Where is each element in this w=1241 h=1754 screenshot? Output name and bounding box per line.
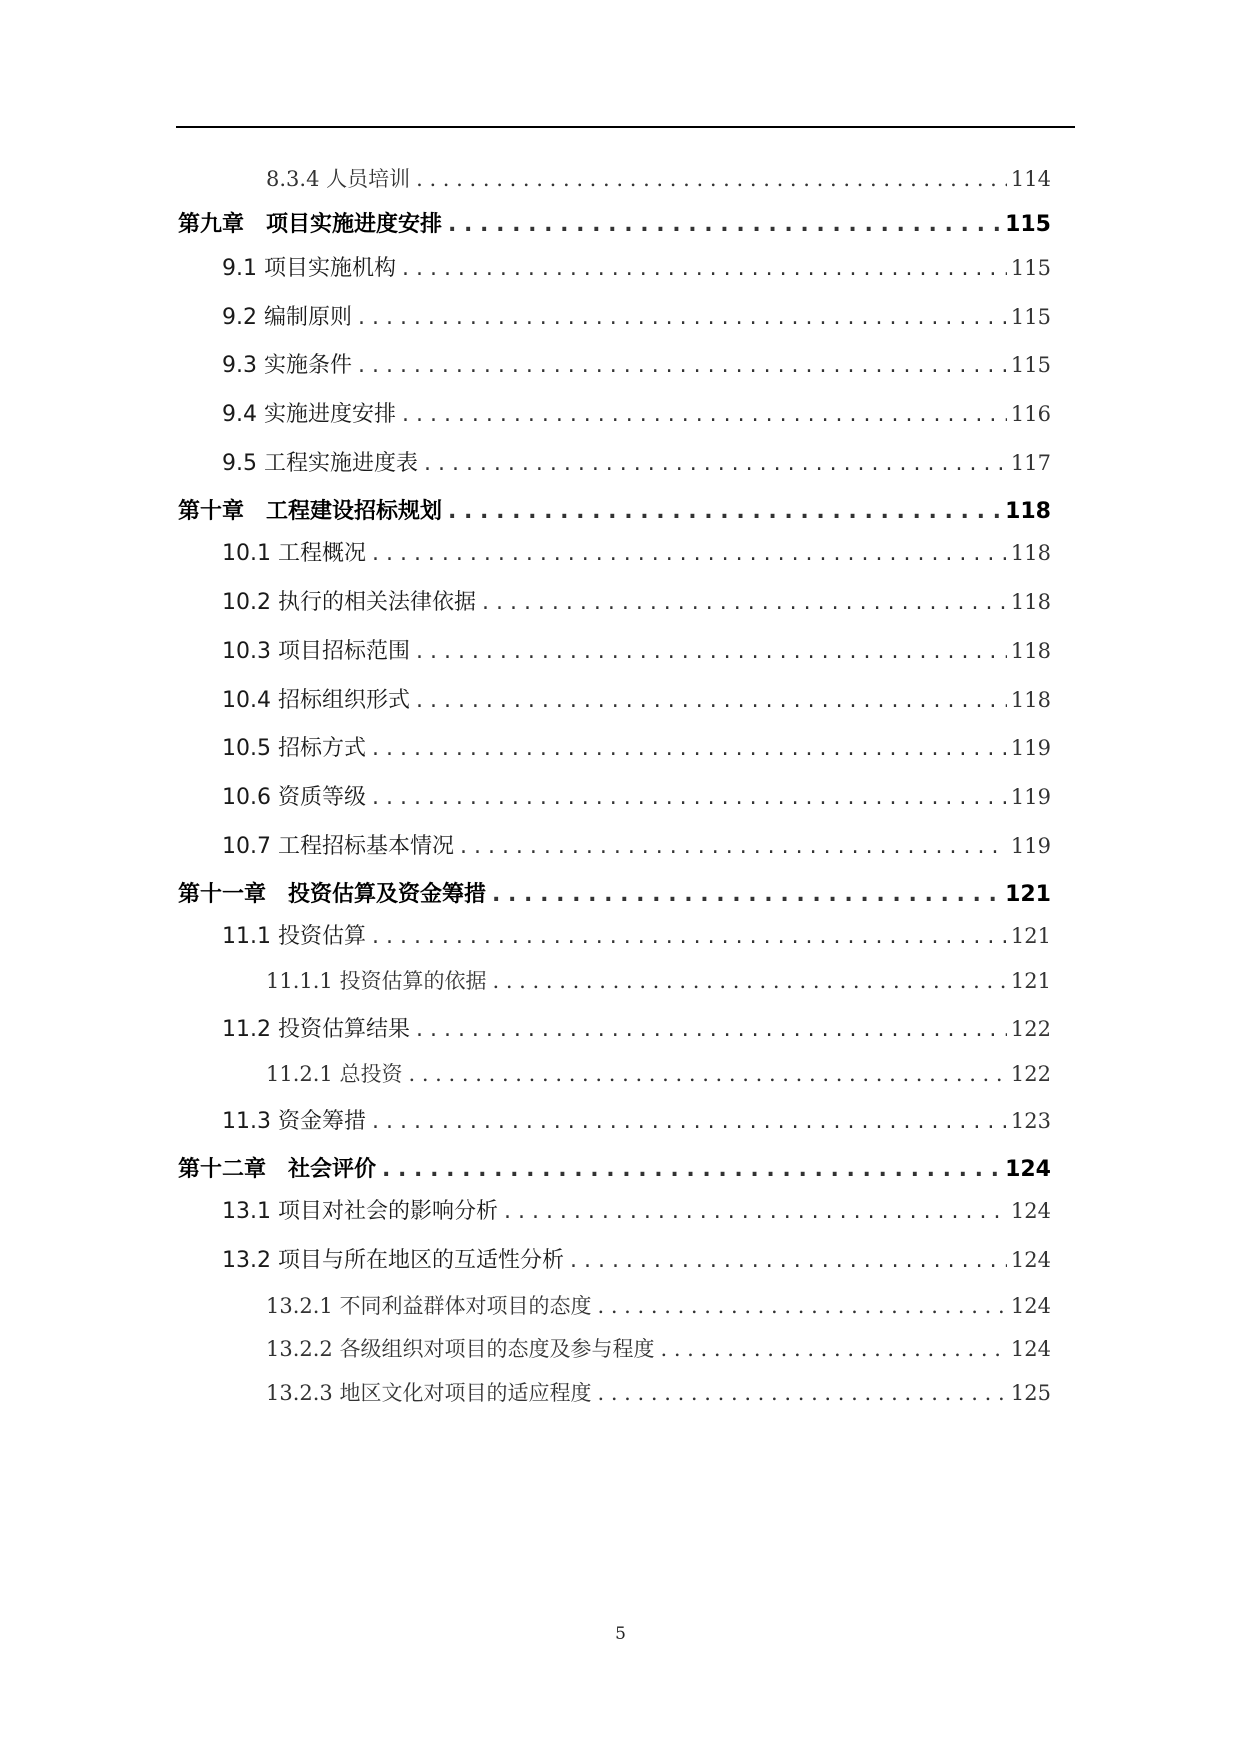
toc-entry-page-number: 118	[1010, 590, 1051, 614]
toc-section-entry[interactable]	[222, 1012, 1051, 1046]
toc-section-entry[interactable]	[222, 300, 1051, 334]
toc-section-entry[interactable]	[222, 919, 1051, 953]
dot-leader	[597, 1376, 1006, 1410]
toc-entry-title: 10.2 执行的相关法律依据	[222, 590, 476, 615]
toc-section-entry[interactable]	[222, 397, 1051, 431]
toc-entry-page-number: 115	[1010, 305, 1051, 329]
toc-entry-title: 13.2.1 不同利益群体对项目的态度	[266, 1294, 592, 1318]
toc-section-entry[interactable]	[222, 251, 1051, 285]
dot-leader	[416, 684, 1007, 718]
dot-leader	[372, 537, 1007, 571]
toc-chapter-entry[interactable]	[178, 208, 1051, 242]
toc-entry-page-number: 117	[1010, 451, 1051, 475]
toc-entry-page-number: 121	[1005, 882, 1051, 907]
toc-entry-page-number: 115	[1010, 353, 1051, 377]
toc-entry-title: 9.2 编制原则	[222, 305, 352, 330]
toc-entry-title: 9.4 实施进度安排	[222, 402, 396, 427]
dot-leader	[372, 1105, 1007, 1139]
toc-entry-page-number: 124	[1010, 1248, 1051, 1272]
toc-entry-page-number: 119	[1010, 785, 1051, 809]
toc-section-entry[interactable]	[222, 780, 1051, 814]
toc-entry-page-number: 115	[1010, 256, 1051, 280]
toc-entry-page-number: 122	[1010, 1017, 1051, 1041]
toc-entry-page-number: 119	[1010, 736, 1051, 760]
toc-subsection-entry[interactable]	[266, 1332, 1051, 1366]
dot-leader	[660, 1332, 1006, 1366]
toc-subsection-entry[interactable]	[266, 1376, 1051, 1410]
toc-section-entry[interactable]	[222, 536, 1051, 570]
toc-chapter-entry[interactable]	[178, 1153, 1051, 1187]
toc-entry-title: 11.2 投资估算结果	[222, 1017, 410, 1042]
toc-entry-title: 13.2.3 地区文化对项目的适应程度	[266, 1381, 592, 1405]
dot-leader	[372, 732, 1007, 766]
dot-leader	[482, 586, 1007, 620]
toc-section-entry[interactable]	[222, 446, 1051, 480]
toc-entry-title: 13.1 项目对社会的影响分析	[222, 1199, 498, 1224]
dot-leader	[448, 495, 1001, 529]
toc-section-entry[interactable]	[222, 348, 1051, 382]
toc-entry-title: 10.3 项目招标范围	[222, 639, 410, 664]
toc-chapter-entry[interactable]	[178, 495, 1051, 529]
dot-leader	[372, 781, 1007, 815]
toc-entry-page-number: 116	[1010, 402, 1051, 426]
header-rule	[176, 126, 1075, 128]
toc-section-entry[interactable]	[222, 634, 1051, 668]
toc-entry-page-number: 115	[1005, 212, 1051, 237]
toc-entry-page-number: 122	[1010, 1062, 1051, 1086]
toc-entry-title: 第十章 工程建设招标规划	[178, 499, 443, 524]
toc-entry-page-number: 124	[1005, 1157, 1051, 1182]
toc-section-entry[interactable]	[222, 1194, 1051, 1228]
dot-leader	[382, 1153, 1001, 1187]
dot-leader	[408, 1057, 1006, 1091]
dot-leader	[358, 301, 1007, 335]
toc-subsection-entry[interactable]	[266, 1289, 1051, 1323]
toc-entry-page-number: 118	[1010, 688, 1051, 712]
toc-entry-title: 10.6 资质等级	[222, 785, 366, 810]
toc-section-entry[interactable]	[222, 585, 1051, 619]
toc-entry-title: 13.2 项目与所在地区的互适性分析	[222, 1248, 564, 1273]
toc-entry-title: 9.5 工程实施进度表	[222, 451, 418, 476]
dot-leader	[402, 252, 1007, 286]
dot-leader	[372, 920, 1007, 954]
toc-chapter-entry[interactable]	[178, 878, 1051, 912]
toc-entry-title: 10.4 招标组织形式	[222, 688, 410, 713]
toc-entry-title: 第十二章 社会评价	[178, 1157, 377, 1182]
dot-leader	[416, 162, 1007, 196]
toc-entry-title: 8.3.4 人员培训	[266, 167, 411, 191]
toc-entry-page-number: 118	[1005, 499, 1051, 524]
toc-entry-page-number: 121	[1010, 924, 1051, 948]
toc-entry-title: 11.1 投资估算	[222, 924, 366, 949]
toc-entry-title: 9.3 实施条件	[222, 353, 352, 378]
toc-entry-page-number: 124	[1010, 1294, 1051, 1318]
dot-leader	[448, 208, 1001, 242]
toc-entry-title: 10.5 招标方式	[222, 736, 366, 761]
toc-section-entry[interactable]	[222, 683, 1051, 717]
dot-leader	[492, 964, 1006, 998]
dot-leader	[416, 635, 1007, 669]
toc-entry-page-number: 125	[1010, 1381, 1051, 1405]
toc-entry-page-number: 118	[1010, 541, 1051, 565]
toc-entry-title: 10.7 工程招标基本情况	[222, 834, 454, 859]
toc-entry-title: 10.1 工程概况	[222, 541, 366, 566]
dot-leader	[416, 1013, 1007, 1047]
toc-subsection-entry[interactable]	[266, 162, 1051, 196]
toc-entry-page-number: 114	[1010, 167, 1051, 191]
dot-leader	[424, 447, 1007, 481]
toc-section-entry[interactable]	[222, 1104, 1051, 1138]
toc-entry-title: 11.2.1 总投资	[266, 1062, 403, 1086]
dot-leader	[504, 1195, 1007, 1229]
toc-entry-title: 第十一章 投资估算及资金筹措	[178, 882, 487, 907]
toc-entry-title: 11.1.1 投资估算的依据	[266, 969, 487, 993]
page-number: 5	[615, 1624, 626, 1644]
dot-leader	[570, 1244, 1007, 1278]
toc-subsection-entry[interactable]	[266, 964, 1051, 998]
dot-leader	[597, 1289, 1006, 1323]
toc-entry-page-number: 121	[1010, 969, 1051, 993]
toc-entry-page-number: 118	[1010, 639, 1051, 663]
toc-section-entry[interactable]	[222, 829, 1051, 863]
dot-leader	[492, 878, 1001, 912]
toc-entry-page-number: 124	[1010, 1199, 1051, 1223]
dot-leader	[460, 830, 1007, 864]
dot-leader	[358, 349, 1007, 383]
toc-section-entry[interactable]	[222, 731, 1051, 765]
toc-entry-page-number: 119	[1010, 834, 1051, 858]
toc-entry-page-number: 123	[1010, 1109, 1051, 1133]
toc-entry-page-number: 124	[1010, 1337, 1051, 1361]
toc-entry-title: 第九章 项目实施进度安排	[178, 212, 443, 237]
dot-leader	[402, 398, 1007, 432]
toc-section-entry[interactable]	[222, 1243, 1051, 1277]
toc-entry-title: 11.3 资金筹措	[222, 1109, 366, 1134]
toc-entry-title: 13.2.2 各级组织对项目的态度及参与程度	[266, 1337, 655, 1361]
toc-entry-title: 9.1 项目实施机构	[222, 256, 396, 281]
toc-subsection-entry[interactable]	[266, 1057, 1051, 1091]
